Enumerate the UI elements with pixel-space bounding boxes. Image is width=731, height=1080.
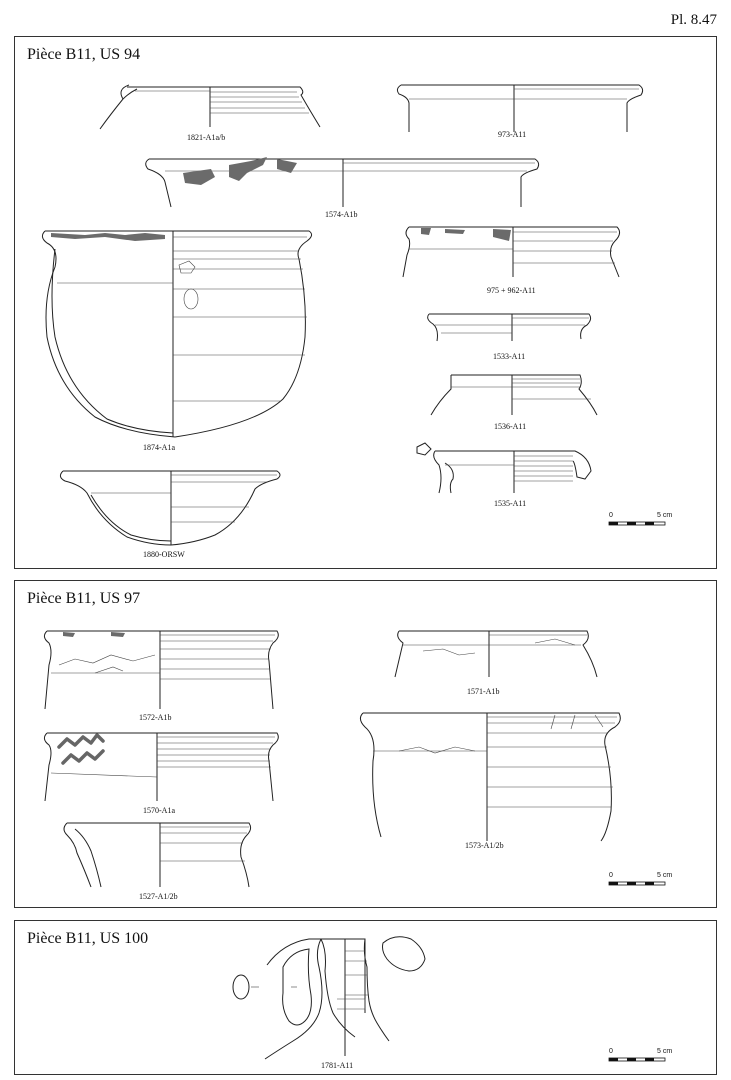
vessel-1571 — [395, 631, 597, 696]
vessel-973 — [397, 85, 642, 139]
panel-title: Pièce B11, US 94 — [27, 46, 141, 63]
panel-us100 — [14, 920, 717, 1075]
label-973: 973-A11 — [498, 130, 527, 139]
drawings-us100 — [15, 921, 716, 1074]
vessel-1573 — [360, 713, 620, 850]
vessel-1572 — [44, 631, 278, 722]
vessel-1570 — [44, 733, 278, 815]
label-1536: 1536-A11 — [494, 422, 527, 431]
label-1535: 1535-A11 — [494, 499, 527, 508]
label-1821: 1821-A1a/b — [187, 133, 226, 142]
vessel-1536 — [431, 375, 597, 431]
plate-number: Pl. 8.47 — [670, 12, 717, 28]
vessel-1527 — [64, 823, 251, 901]
scale-bar — [609, 872, 672, 885]
scale-bar — [609, 512, 672, 525]
svg-text:0: 0 — [609, 872, 613, 879]
panel-title: Pièce B11, US 100 — [27, 930, 149, 947]
label-1533: 1533-A11 — [493, 352, 526, 361]
vessel-1535 — [417, 443, 591, 508]
label-1573: 1573-A1/2b — [465, 841, 504, 850]
vessel-1880 — [60, 471, 280, 559]
label-1874: 1874-A1a — [143, 443, 175, 452]
drawings-us94 — [15, 37, 716, 568]
svg-text:5 cm: 5 cm — [657, 872, 673, 879]
svg-text:5 cm: 5 cm — [657, 1048, 673, 1055]
svg-text:5 cm: 5 cm — [657, 512, 673, 519]
label-1572: 1572-A1b — [139, 713, 172, 722]
label-1781: 1781-A11 — [321, 1061, 354, 1070]
label-1880: 1880-ORSW — [143, 550, 185, 559]
panel-us97 — [14, 580, 717, 908]
svg-text:0: 0 — [609, 1048, 613, 1055]
label-1574: 1574-A1b — [325, 210, 358, 219]
panel-title: Pièce B11, US 97 — [27, 590, 141, 607]
label-1570: 1570-A1a — [143, 806, 175, 815]
scale-bar — [609, 1048, 672, 1061]
vessel-1781 — [233, 937, 425, 1070]
label-1571: 1571-A1b — [467, 687, 500, 696]
vessel-1874 — [42, 231, 311, 452]
svg-text:0: 0 — [609, 512, 613, 519]
vessel-975-962 — [403, 227, 620, 295]
label-1527: 1527-A1/2b — [139, 892, 178, 901]
label-975-962: 975 + 962-A11 — [487, 286, 536, 295]
drawings-us97 — [15, 581, 716, 907]
vessel-1574 — [146, 157, 539, 219]
panel-us94 — [14, 36, 717, 569]
vessel-1821 — [100, 85, 320, 142]
vessel-1533 — [428, 314, 591, 361]
